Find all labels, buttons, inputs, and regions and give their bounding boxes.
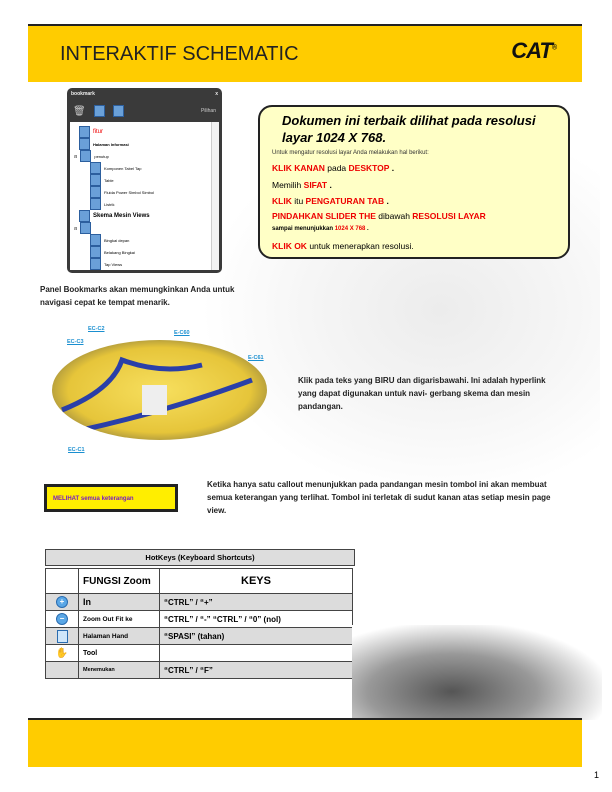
resolution-note bbox=[258, 105, 570, 259]
keys-cell: “CTRL” / “+” bbox=[160, 594, 353, 611]
hotkeys-title: HotKeys (Keyboard Shortcuts) bbox=[45, 549, 355, 566]
bookmark-item[interactable]: Listrik bbox=[90, 198, 114, 210]
close-icon[interactable]: x bbox=[215, 91, 218, 97]
header-keys: KEYS bbox=[160, 569, 353, 594]
keys-cell: “CTRL” / “F” bbox=[160, 662, 353, 679]
note-heading: Dokumen ini terbaik dilihat pada resolusi layar 1024 X 768. bbox=[282, 113, 536, 145]
table-row bbox=[46, 628, 353, 645]
note-intro: Untuk mengatur resolusi layar Anda melakukan hal berikut: bbox=[272, 150, 429, 156]
zoom-out-icon: − bbox=[56, 613, 68, 625]
page-number: 1 bbox=[594, 770, 600, 780]
callout-link[interactable]: E-C60 bbox=[174, 330, 190, 336]
page-title: INTERAKTIF SCHEMATIC bbox=[60, 43, 299, 65]
note-step: Memilih SIFAT . bbox=[272, 180, 332, 190]
header-function: FUNGSI Zoom bbox=[79, 569, 160, 594]
note-step: PINDAHKAN SLIDER THE dibawah RESOLUSI LAYAR bbox=[272, 211, 486, 221]
bookmark-item[interactable]: ⊟ penutup bbox=[74, 150, 109, 162]
trash-icon[interactable]: 🗑 bbox=[73, 105, 86, 117]
header-bar bbox=[28, 24, 582, 82]
bookmark-item[interactable]: Skema Mesin Views bbox=[79, 210, 150, 222]
bookmark-item[interactable]: Table bbox=[90, 174, 114, 186]
table-row bbox=[46, 645, 353, 662]
options-menu[interactable]: Pilihan bbox=[200, 108, 216, 114]
bookmark-item[interactable]: ⊟ bbox=[74, 222, 94, 234]
new-bookmark-icon[interactable] bbox=[94, 105, 105, 117]
table-row bbox=[46, 611, 353, 628]
note-step: KLIK OK untuk menerapkan resolusi. bbox=[272, 241, 414, 251]
bookmark-panel bbox=[67, 88, 222, 273]
view-caption: Ketika hanya satu callout menunjukkan pada pandangan mesin tombol ini akan membuat semua keterangan yang terlihat. Tombol ini terletak di sudut kanan atas setiap mesin page view. bbox=[207, 480, 551, 515]
note-step: KLIK KANAN pada DESKTOP . bbox=[272, 163, 395, 173]
function-cell: Zoom Out Fit ke bbox=[79, 611, 160, 628]
bookmark-item[interactable]: Belakang Bingkai bbox=[90, 246, 135, 258]
footer-bar bbox=[28, 718, 582, 767]
callout-link[interactable]: EC-C3 bbox=[67, 339, 84, 345]
note-step: KLIK itu PENGATURAN TAB . bbox=[272, 196, 389, 206]
table-row bbox=[46, 594, 353, 611]
keys-cell bbox=[160, 645, 353, 662]
hand-icon: ✋ bbox=[46, 645, 79, 662]
callout-link[interactable]: EC-C1 bbox=[68, 447, 85, 453]
function-cell: Halaman Hand bbox=[79, 628, 160, 645]
bookmark-item[interactable]: Komponen Tabel Tap bbox=[90, 162, 141, 174]
function-cell: Menemukan bbox=[79, 662, 160, 679]
bookmark-title: bookmark bbox=[71, 91, 95, 97]
keys-cell: “CTRL” / “-” “CTRL” / “0” (nol) bbox=[160, 611, 353, 628]
hotkeys-table bbox=[45, 568, 353, 679]
bookmark-item[interactable]: Tap Views bbox=[90, 258, 122, 270]
bookmark-item[interactable]: Bingkai depan bbox=[90, 234, 129, 246]
callout-link[interactable]: EC-C2 bbox=[88, 326, 105, 332]
bookmark-item[interactable]: fitur bbox=[79, 126, 103, 138]
zoom-in-icon: + bbox=[56, 596, 68, 608]
note-step: sampai menunjukkan 1024 X 768 . bbox=[272, 226, 369, 232]
keys-cell: “SPASI” (tahan) bbox=[160, 628, 353, 645]
page-icon bbox=[57, 630, 68, 643]
bookmark-options-icon[interactable] bbox=[113, 105, 124, 117]
scrollbar[interactable] bbox=[211, 122, 219, 270]
bookmark-item[interactable]: Halaman Informasi bbox=[79, 138, 129, 150]
wire-harness bbox=[52, 340, 267, 440]
bookmark-item[interactable]: Fluida Power Simbol Simbol bbox=[90, 186, 154, 198]
function-cell: In bbox=[79, 594, 160, 611]
workers-photo bbox=[352, 625, 602, 720]
cat-logo: CAT® bbox=[511, 38, 556, 63]
hyperlink-caption: Klik pada teks yang BIRU dan digarisbawahi. Ini adalah hyperlink yang dapat digunakan untuk navi- gerbang skema dan mesin pandangan. bbox=[298, 376, 546, 411]
function-cell: Tool bbox=[79, 645, 160, 662]
engine-harness-image bbox=[52, 340, 267, 440]
bookmark-caption: Panel Bookmarks akan memungkinkan Anda untuk navigasi cepat ke tempat menarik. bbox=[40, 285, 235, 307]
view-all-callouts-button[interactable]: MELIHAT semua keterangan bbox=[44, 484, 178, 512]
table-row bbox=[46, 662, 353, 679]
callout-link[interactable]: E-C61 bbox=[248, 355, 264, 361]
